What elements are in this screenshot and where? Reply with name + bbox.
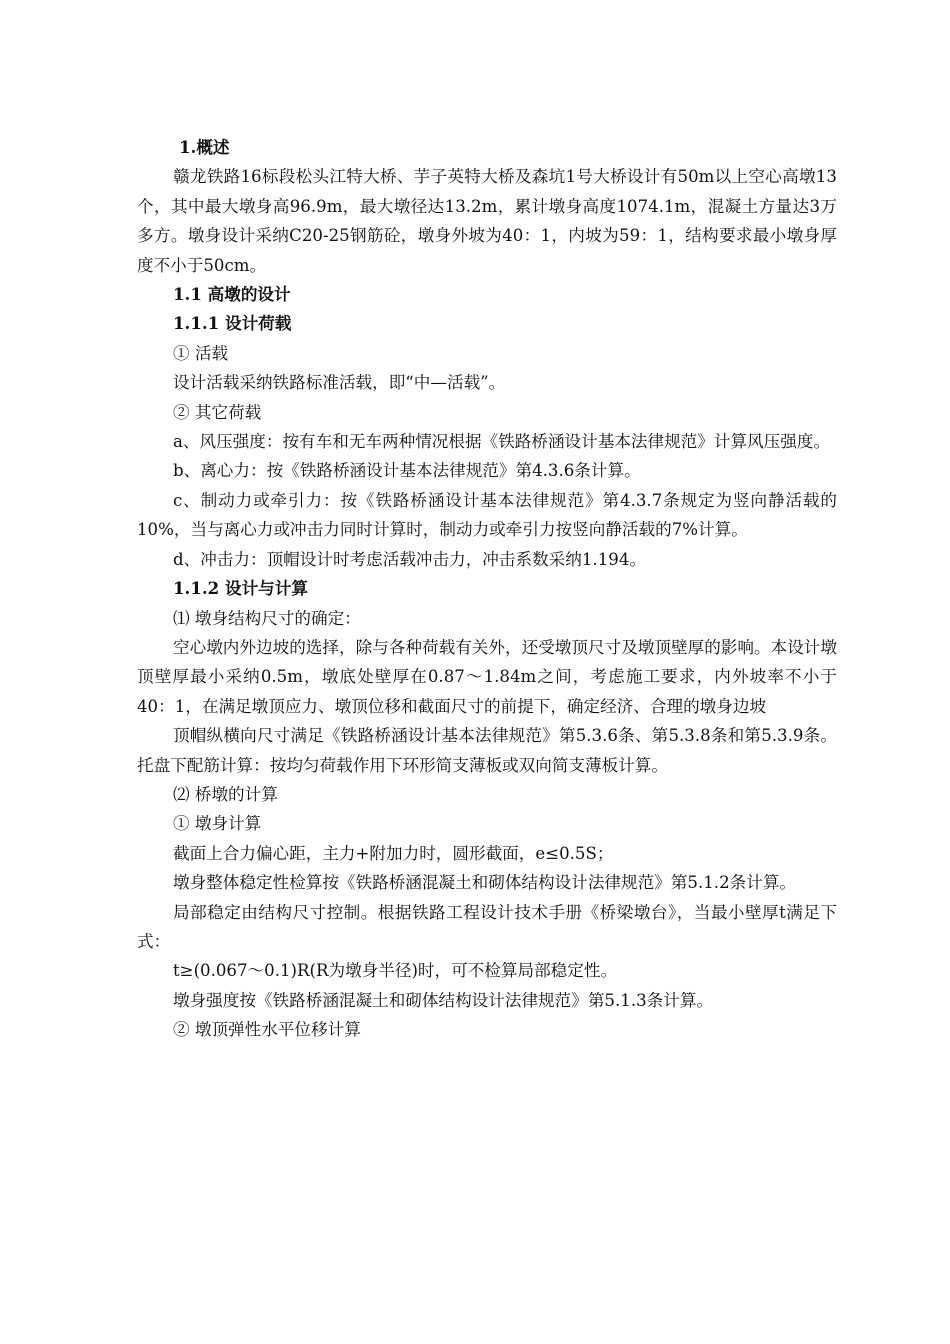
body-paragraph: 局部稳定由结构尺寸控制。根据铁路工程设计技术手册《桥梁墩台》，当最小壁厚t满足下式：	[137, 902, 837, 951]
section-heading-1-1: 1.1 高墩的设计	[173, 284, 291, 305]
body-paragraph: 截面上合力偏心距，主力+附加力时，圆形截面，e≤0.5S；	[173, 843, 614, 863]
body-paragraph: 墩身强度按《铁路桥涵混凝土和砌体结构设计法律规范》第5.1.3条计算。	[173, 990, 714, 1010]
list-item-pier-calculation: ⑵ 桥墩的计算	[173, 784, 278, 804]
list-item-other-loads: ② 其它荷载	[173, 402, 262, 422]
body-paragraph: d、冲击力：顶帽设计时考虑活载冲击力，冲击系数采纳1.194。	[173, 549, 646, 569]
body-paragraph: t≥(0.067～0.1)R(R为墩身半径)时，可不检算局部稳定性。	[173, 961, 618, 981]
body-paragraph: 墩身整体稳定性检算按《铁路桥涵混凝土和砌体结构设计法律规范》第5.1.2条计算。	[173, 873, 797, 893]
section-heading-1-1-2: 1.1.2 设计与计算	[173, 578, 308, 599]
body-paragraph: 空心墩内外边坡的选择，除与各种荷载有关外，还受墩顶尺寸及墩顶壁厚的影响。本设计墩顶壁厚最小采纳0.5m，墩底处壁厚在0.87～1.84m之间，考虑施工要求，内外坡率不小于40：1，在满足墩顶应力、墩顶位移和截面尺寸的前提下，确定经济、合理的墩身边坡	[137, 637, 837, 716]
section-heading-1-1-1: 1.1.1 设计荷载	[173, 313, 292, 334]
list-item-shaft-calculation: ① 墩身计算	[173, 814, 262, 834]
body-paragraph: c、制动力或牵引力：按《铁路桥涵设计基本法律规范》第4.3.7条规定为竖向静活载的10%，当与离心力或冲击力同时计算时，制动力或牵引力按竖向静活载的7%计算。	[137, 490, 837, 540]
body-paragraph: b、离心力：按《铁路桥涵设计基本法律规范》第4.3.6条计算。	[173, 461, 641, 481]
document-page	[137, 133, 837, 1045]
list-item-displacement: ② 墩顶弹性水平位移计算	[173, 1020, 361, 1040]
body-paragraph: 顶帽纵横向尺寸满足《铁路桥涵设计基本法律规范》第5.3.6条、第5.3.8条和第5.3.9条。托盘下配筋计算：按均匀荷载作用下环形简支薄板或双向简支薄板计算。	[137, 726, 837, 775]
list-item-live-load: ① 活载	[173, 343, 229, 363]
body-paragraph: a、风压强度：按有车和无车两种情况根据《铁路桥涵设计基本法律规范》计算风压强度。	[173, 432, 831, 452]
section-heading-1: 1.概述	[179, 137, 230, 157]
list-item-dimensions: ⑴ 墩身结构尺寸的确定：	[173, 608, 361, 628]
overview-paragraph: 赣龙铁路16标段松头江特大桥、芋子英特大桥及森坑1号大桥设计有50m以上空心高墩13个，其中最大墩身高96.9m，最大墩径达13.2m，累计墩身高度1074.1m，混凝土方量达3万多方。墩身设计采纳C20-25钢筋砼，墩身外坡为40：1，内坡为59：1，结构要求最小墩身厚度不小于50cm。	[137, 167, 837, 275]
body-paragraph: 设计活载采纳铁路标准活载，即“中—活载”。	[173, 373, 506, 393]
